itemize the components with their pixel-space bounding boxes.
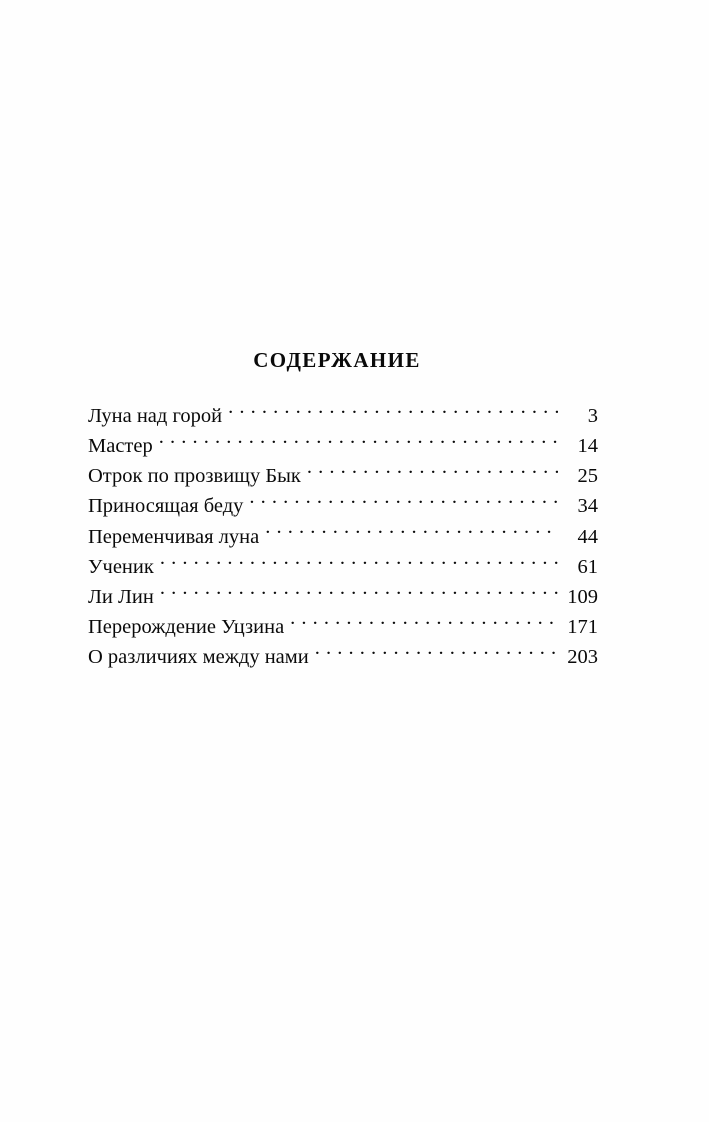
toc-entry-title: Переменчивая луна — [88, 525, 260, 548]
toc-entry-page: 109 — [567, 585, 598, 608]
list-item[interactable] — [88, 461, 598, 491]
dot-leader — [160, 552, 558, 573]
toc-entry-page: 34 — [577, 495, 598, 518]
table-of-contents — [88, 348, 598, 672]
list-item[interactable] — [88, 431, 598, 461]
dot-leader — [249, 492, 558, 513]
list-item[interactable] — [88, 401, 598, 431]
dot-leader — [307, 462, 558, 483]
toc-entry-title: Перерождение Уцзина — [88, 615, 285, 638]
dot-leader — [160, 582, 558, 603]
list-item[interactable] — [88, 642, 598, 672]
toc-entry-page: 14 — [577, 435, 598, 458]
dot-leader — [265, 522, 558, 543]
list-item[interactable] — [88, 491, 598, 521]
toc-entry-title: Приносящая беду — [88, 495, 244, 518]
toc-entry-title: Ли Лин — [88, 585, 154, 608]
toc-entry-page: 44 — [577, 525, 598, 548]
list-item[interactable] — [88, 612, 598, 642]
dot-leader — [159, 432, 558, 453]
toc-list — [88, 401, 598, 672]
toc-entry-title: Мастер — [88, 435, 153, 458]
toc-entry-page: 171 — [567, 615, 598, 638]
dot-leader — [290, 612, 558, 633]
list-item[interactable] — [88, 582, 598, 612]
toc-entry-page: 203 — [567, 646, 598, 668]
toc-entry-page: 25 — [577, 465, 598, 488]
dot-leader — [228, 402, 558, 423]
toc-entry-title: Луна над горой — [88, 405, 223, 427]
toc-entry-title: О различиях между нами — [88, 646, 309, 668]
dot-leader — [315, 643, 558, 664]
toc-entry-title: Ученик — [88, 555, 154, 578]
toc-entry-title: Отрок по прозвищу Бык — [88, 465, 301, 488]
list-item[interactable] — [88, 552, 598, 582]
list-item[interactable] — [88, 522, 598, 552]
page-title: СОДЕРЖАНИЕ — [253, 348, 421, 372]
toc-entry-page: 3 — [587, 405, 598, 427]
toc-entry-page: 61 — [577, 555, 598, 578]
